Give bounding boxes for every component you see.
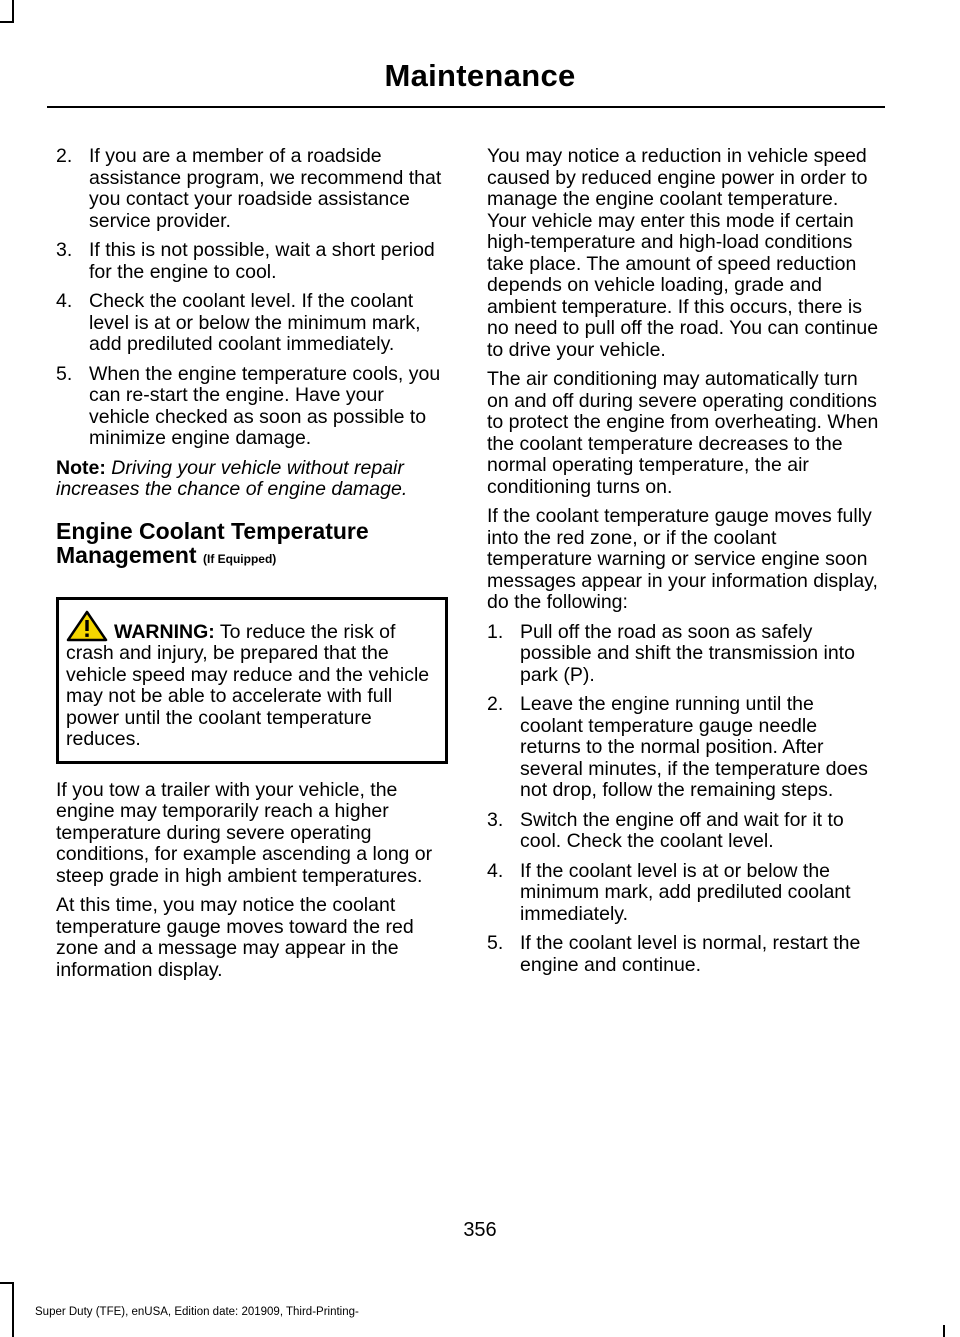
left-column: [56, 146, 448, 989]
list-item: [487, 810, 881, 853]
list-number: 2.: [487, 693, 504, 715]
crop-mark-bottom-left-v: [12, 1282, 14, 1337]
list-number: 3.: [56, 239, 73, 261]
list-text: Check the coolant level. If the coolant level is at or below the minimum mark, add prediluted coolant immediately.: [89, 290, 421, 355]
list-number: 5.: [56, 362, 73, 385]
warning-text: To reduce the risk of crash and injury, be prepared that the vehicle speed may reduce and the vehicle may not be able to accelerate with full power until the coolant temperature reduces.: [66, 620, 430, 750]
list-text: If the coolant level is at or below the minimum mark, add prediluted coolant immediately.: [520, 859, 851, 925]
list-text: Pull off the road as soon as safely possible and shift the transmission into park (P).: [520, 620, 855, 686]
left-step-list: [56, 146, 448, 450]
list-text: If the coolant level is normal, restart the engine and continue.: [520, 932, 861, 976]
list-item: [487, 861, 881, 926]
list-item: [487, 694, 881, 802]
footer-edition-info: Super Duty (TFE), enUSA, Edition date: 201909, Third-Printing-: [35, 1306, 359, 1318]
list-item: [56, 240, 448, 283]
note-paragraph: [56, 458, 448, 501]
page-title: Maintenance: [384, 58, 576, 93]
paragraph: If the coolant temperature gauge moves fully into the red zone, or if the coolant temperature warning or service engine soon messages appear in your information display, do the following:: [487, 505, 878, 613]
note-label: Note:: [56, 456, 106, 479]
list-item: [487, 933, 881, 976]
list-number: 4.: [487, 859, 504, 882]
header-divider: [47, 106, 885, 108]
section-heading: [56, 519, 448, 571]
warning-triangle-icon: [66, 621, 114, 643]
list-item: [487, 622, 881, 687]
page-number: 356: [463, 1219, 497, 1241]
section-qualifier: (If Equipped): [202, 551, 277, 566]
note-text: Driving your vehicle without repair increases the chance of engine damage.: [56, 456, 408, 500]
list-item: [56, 291, 448, 356]
list-number: 2.: [56, 145, 73, 167]
list-text: If this is not possible, wait a short period for the engine to cool.: [89, 239, 435, 283]
list-text: When the engine temperature cools, you can re-start the engine. Have your vehicle checked as soon as possible to minimize engine damage.: [89, 362, 441, 449]
section-heading-text: Engine Coolant Temperature Management: [56, 517, 369, 568]
list-item: [56, 146, 448, 232]
paragraph: If you tow a trailer with your vehicle, the engine may temporarily reach a higher temperature during severe operating conditions, for example ascending a long or steep grade in high ambient temperatures.: [56, 778, 433, 887]
list-text: If you are a member of a roadside assistance program, we recommend that you contact your roadside assistance service provider.: [89, 145, 442, 232]
list-item: [56, 364, 448, 450]
crop-mark-top-left-h: [0, 21, 14, 23]
list-number: 3.: [487, 808, 504, 831]
crop-mark-bottom-left-h: [0, 1282, 14, 1284]
crop-mark-bottom-right-v: [943, 1325, 945, 1337]
list-text: Leave the engine running until the coolant temperature gauge needle returns to the normal position. After several minutes, if the temperature does not drop, follow the remaining steps.: [520, 693, 868, 801]
right-column: [487, 146, 881, 984]
warning-box: [56, 597, 448, 764]
warning-label: WARNING:: [114, 620, 215, 643]
right-step-list: [487, 622, 881, 977]
list-number: 5.: [487, 932, 504, 954]
list-text: Switch the engine off and wait for it to cool. Check the coolant level.: [520, 808, 844, 852]
crop-mark-top-left-v: [12, 0, 14, 22]
paragraph: The air conditioning may automatically turn on and off during severe operating conditions to protect the engine from overheating. When the coolant temperature decreases to the normal operating temperature, the air conditioning turns on.: [487, 368, 879, 498]
paragraph: You may notice a reduction in vehicle speed caused by reduced engine power in order to manage the engine coolant temperature. Your vehicle may enter this mode if certain high-temperature and high-load conditions take place. The amount of speed reduction depends on vehicle loading, grade and ambient temperature. If this occurs, there is no need to pull off the road. You can continue to drive your vehicle.: [487, 145, 879, 361]
list-number: 4.: [56, 290, 73, 312]
paragraph: At this time, you may notice the coolant temperature gauge moves toward the red zone and a message may appear in the information display.: [56, 894, 414, 981]
list-number: 1.: [487, 620, 504, 643]
